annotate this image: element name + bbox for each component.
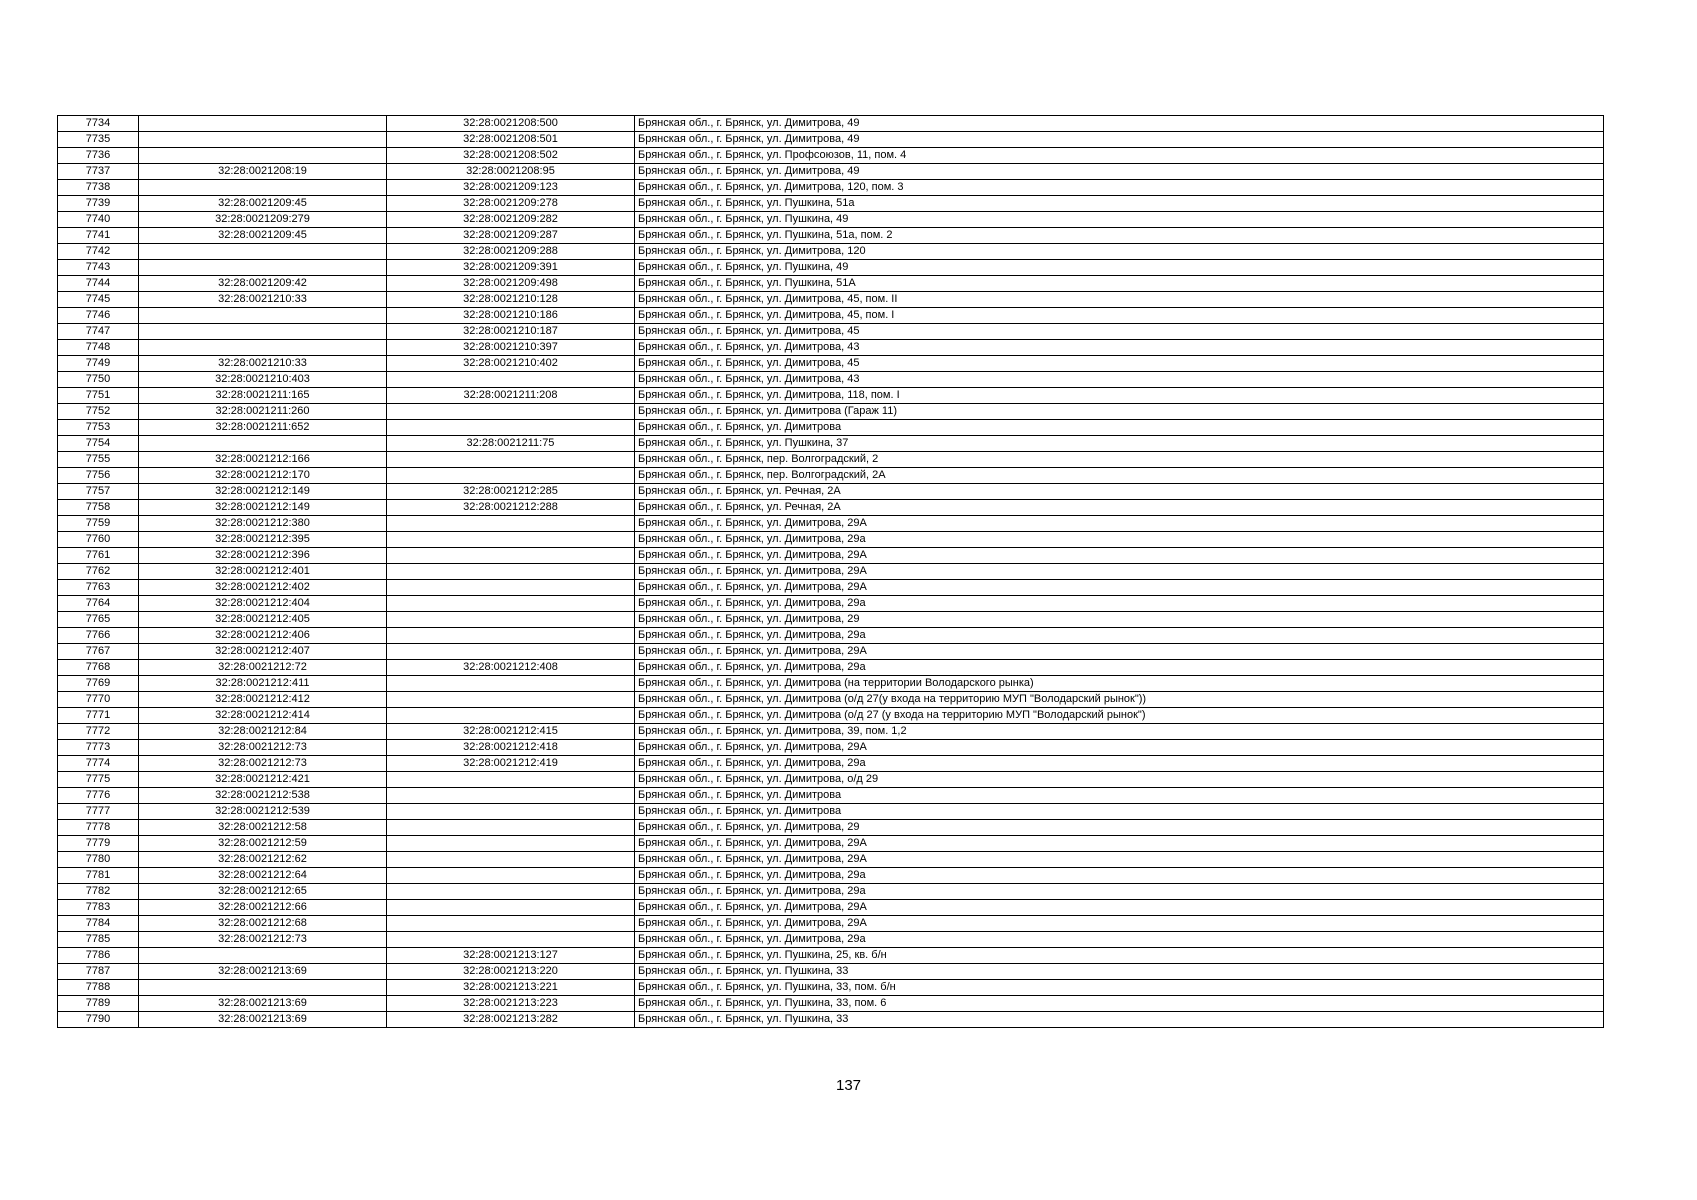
parent-cadastral-number-cell	[139, 244, 387, 260]
cadastral-number-cell: 32:28:0021209:278	[387, 196, 635, 212]
address-cell: Брянская обл., г. Брянск, ул. Димитрова, 29А	[635, 916, 1604, 932]
address-cell: Брянская обл., г. Брянск, ул. Димитрова, 29А	[635, 580, 1604, 596]
parent-cadastral-number-cell: 32:28:0021212:65	[139, 884, 387, 900]
address-cell: Брянская обл., г. Брянск, ул. Пушкина, 33	[635, 1012, 1604, 1028]
cadastral-number-cell: 32:28:0021209:498	[387, 276, 635, 292]
row-number-cell: 7788	[58, 980, 139, 996]
row-number-cell: 7762	[58, 564, 139, 580]
parent-cadastral-number-cell: 32:28:0021212:421	[139, 772, 387, 788]
parent-cadastral-number-cell: 32:28:0021212:401	[139, 564, 387, 580]
cadastral-number-cell	[387, 884, 635, 900]
row-number-cell: 7764	[58, 596, 139, 612]
address-cell: Брянская обл., г. Брянск, ул. Димитрова, 43	[635, 372, 1604, 388]
table-row	[58, 228, 1604, 244]
cadastral-number-cell: 32:28:0021209:287	[387, 228, 635, 244]
address-cell: Брянская обл., г. Брянск, ул. Димитрова (на территории Володарского рынка)	[635, 676, 1604, 692]
address-cell: Брянская обл., г. Брянск, ул. Димитрова, 49	[635, 132, 1604, 148]
address-cell: Брянская обл., г. Брянск, ул. Димитрова (о/д 27 (у входа на территорию МУП "Володарский рынок")	[635, 708, 1604, 724]
parent-cadastral-number-cell: 32:28:0021212:149	[139, 500, 387, 516]
table-row	[58, 708, 1604, 724]
cadastral-number-cell: 32:28:0021210:402	[387, 356, 635, 372]
row-number-cell: 7751	[58, 388, 139, 404]
parent-cadastral-number-cell: 32:28:0021213:69	[139, 1012, 387, 1028]
cadastral-number-cell: 32:28:0021213:127	[387, 948, 635, 964]
table-row	[58, 404, 1604, 420]
table-row	[58, 436, 1604, 452]
address-cell: Брянская обл., г. Брянск, ул. Димитрова, 29	[635, 820, 1604, 836]
parent-cadastral-number-cell: 32:28:0021210:403	[139, 372, 387, 388]
row-number-cell: 7768	[58, 660, 139, 676]
address-cell: Брянская обл., г. Брянск, ул. Димитрова, 29А	[635, 564, 1604, 580]
parent-cadastral-number-cell	[139, 148, 387, 164]
row-number-cell: 7755	[58, 452, 139, 468]
parent-cadastral-number-cell: 32:28:0021212:66	[139, 900, 387, 916]
cadastral-number-cell	[387, 852, 635, 868]
parent-cadastral-number-cell: 32:28:0021213:69	[139, 996, 387, 1012]
table-row	[58, 628, 1604, 644]
address-cell: Брянская обл., г. Брянск, ул. Пушкина, 49	[635, 260, 1604, 276]
registry-table	[57, 115, 1604, 1028]
address-cell: Брянская обл., г. Брянск, ул. Пушкина, 33	[635, 964, 1604, 980]
parent-cadastral-number-cell: 32:28:0021212:539	[139, 804, 387, 820]
address-cell: Брянская обл., г. Брянск, ул. Димитрова	[635, 788, 1604, 804]
address-cell: Брянская обл., г. Брянск, ул. Димитрова, 45, пом. II	[635, 292, 1604, 308]
row-number-cell: 7773	[58, 740, 139, 756]
row-number-cell: 7772	[58, 724, 139, 740]
row-number-cell: 7771	[58, 708, 139, 724]
row-number-cell: 7753	[58, 420, 139, 436]
parent-cadastral-number-cell: 32:28:0021212:396	[139, 548, 387, 564]
address-cell: Брянская обл., г. Брянск, ул. Речная, 2А	[635, 484, 1604, 500]
parent-cadastral-number-cell: 32:28:0021212:59	[139, 836, 387, 852]
address-cell: Брянская обл., г. Брянск, ул. Речная, 2А	[635, 500, 1604, 516]
address-cell: Брянская обл., г. Брянск, ул. Димитрова, 29а	[635, 596, 1604, 612]
table-row	[58, 468, 1604, 484]
parent-cadastral-number-cell: 32:28:0021209:279	[139, 212, 387, 228]
cadastral-number-cell	[387, 628, 635, 644]
row-number-cell: 7777	[58, 804, 139, 820]
parent-cadastral-number-cell: 32:28:0021212:72	[139, 660, 387, 676]
row-number-cell: 7789	[58, 996, 139, 1012]
cadastral-number-cell: 32:28:0021212:418	[387, 740, 635, 756]
row-number-cell: 7766	[58, 628, 139, 644]
cadastral-number-cell: 32:28:0021213:223	[387, 996, 635, 1012]
cadastral-number-cell: 32:28:0021213:220	[387, 964, 635, 980]
address-cell: Брянская обл., г. Брянск, ул. Димитрова, 45, пом. I	[635, 308, 1604, 324]
table-row	[58, 612, 1604, 628]
address-cell: Брянская обл., г. Брянск, ул. Димитрова, 45	[635, 324, 1604, 340]
parent-cadastral-number-cell: 32:28:0021212:170	[139, 468, 387, 484]
cadastral-number-cell: 32:28:0021212:285	[387, 484, 635, 500]
parent-cadastral-number-cell: 32:28:0021208:19	[139, 164, 387, 180]
parent-cadastral-number-cell: 32:28:0021212:402	[139, 580, 387, 596]
parent-cadastral-number-cell: 32:28:0021212:411	[139, 676, 387, 692]
row-number-cell: 7765	[58, 612, 139, 628]
row-number-cell: 7740	[58, 212, 139, 228]
cadastral-number-cell: 32:28:0021208:501	[387, 132, 635, 148]
parent-cadastral-number-cell	[139, 308, 387, 324]
address-cell: Брянская обл., г. Брянск, ул. Димитрова, 49	[635, 164, 1604, 180]
parent-cadastral-number-cell: 32:28:0021212:166	[139, 452, 387, 468]
address-cell: Брянская обл., г. Брянск, ул. Пушкина, 25, кв. б/н	[635, 948, 1604, 964]
row-number-cell: 7783	[58, 900, 139, 916]
cadastral-number-cell	[387, 900, 635, 916]
row-number-cell: 7747	[58, 324, 139, 340]
parent-cadastral-number-cell: 32:28:0021212:404	[139, 596, 387, 612]
row-number-cell: 7735	[58, 132, 139, 148]
table-row	[58, 580, 1604, 596]
cadastral-number-cell	[387, 532, 635, 548]
row-number-cell: 7760	[58, 532, 139, 548]
address-cell: Брянская обл., г. Брянск, ул. Димитрова, 29А	[635, 740, 1604, 756]
row-number-cell: 7749	[58, 356, 139, 372]
address-cell: Брянская обл., г. Брянск, ул. Пушкина, 33, пом. б/н	[635, 980, 1604, 996]
row-number-cell: 7784	[58, 916, 139, 932]
row-number-cell: 7782	[58, 884, 139, 900]
cadastral-number-cell	[387, 788, 635, 804]
cadastral-number-cell	[387, 372, 635, 388]
row-number-cell: 7774	[58, 756, 139, 772]
address-cell: Брянская обл., г. Брянск, ул. Димитрова, 29а	[635, 868, 1604, 884]
cadastral-number-cell: 32:28:0021212:415	[387, 724, 635, 740]
cadastral-number-cell: 32:28:0021209:282	[387, 212, 635, 228]
table-row	[58, 676, 1604, 692]
cadastral-number-cell: 32:28:0021212:419	[387, 756, 635, 772]
table-row	[58, 356, 1604, 372]
cadastral-number-cell: 32:28:0021210:128	[387, 292, 635, 308]
cadastral-number-cell: 32:28:0021212:288	[387, 500, 635, 516]
row-number-cell: 7748	[58, 340, 139, 356]
row-number-cell: 7744	[58, 276, 139, 292]
row-number-cell: 7741	[58, 228, 139, 244]
row-number-cell: 7757	[58, 484, 139, 500]
table-row	[58, 900, 1604, 916]
parent-cadastral-number-cell: 32:28:0021212:395	[139, 532, 387, 548]
parent-cadastral-number-cell: 32:28:0021209:45	[139, 196, 387, 212]
address-cell: Брянская обл., г. Брянск, ул. Димитрова, 29А	[635, 516, 1604, 532]
parent-cadastral-number-cell: 32:28:0021212:380	[139, 516, 387, 532]
parent-cadastral-number-cell	[139, 260, 387, 276]
parent-cadastral-number-cell: 32:28:0021212:84	[139, 724, 387, 740]
row-number-cell: 7743	[58, 260, 139, 276]
row-number-cell: 7759	[58, 516, 139, 532]
row-number-cell: 7756	[58, 468, 139, 484]
table-row	[58, 724, 1604, 740]
row-number-cell: 7738	[58, 180, 139, 196]
parent-cadastral-number-cell	[139, 132, 387, 148]
address-cell: Брянская обл., г. Брянск, ул. Димитрова, 49	[635, 116, 1604, 132]
table-row	[58, 196, 1604, 212]
address-cell: Брянская обл., г. Брянск, ул. Димитрова	[635, 420, 1604, 436]
table-row	[58, 244, 1604, 260]
parent-cadastral-number-cell: 32:28:0021210:33	[139, 356, 387, 372]
parent-cadastral-number-cell: 32:28:0021213:69	[139, 964, 387, 980]
address-cell: Брянская обл., г. Брянск, ул. Димитрова, 120, пом. 3	[635, 180, 1604, 196]
table-row	[58, 740, 1604, 756]
parent-cadastral-number-cell: 32:28:0021212:149	[139, 484, 387, 500]
table-row	[58, 932, 1604, 948]
cadastral-number-cell: 32:28:0021211:75	[387, 436, 635, 452]
row-number-cell: 7786	[58, 948, 139, 964]
parent-cadastral-number-cell: 32:28:0021209:42	[139, 276, 387, 292]
row-number-cell: 7742	[58, 244, 139, 260]
parent-cadastral-number-cell	[139, 180, 387, 196]
table-row	[58, 692, 1604, 708]
address-cell: Брянская обл., г. Брянск, ул. Пушкина, 37	[635, 436, 1604, 452]
parent-cadastral-number-cell: 32:28:0021209:45	[139, 228, 387, 244]
cadastral-number-cell	[387, 564, 635, 580]
cadastral-number-cell: 32:28:0021209:123	[387, 180, 635, 196]
parent-cadastral-number-cell	[139, 116, 387, 132]
parent-cadastral-number-cell: 32:28:0021212:406	[139, 628, 387, 644]
table-row	[58, 292, 1604, 308]
address-cell: Брянская обл., г. Брянск, пер. Волгоградский, 2А	[635, 468, 1604, 484]
cadastral-number-cell: 32:28:0021212:408	[387, 660, 635, 676]
parent-cadastral-number-cell: 32:28:0021212:407	[139, 644, 387, 660]
parent-cadastral-number-cell: 32:28:0021211:652	[139, 420, 387, 436]
address-cell: Брянская обл., г. Брянск, ул. Пушкина, 51А	[635, 276, 1604, 292]
parent-cadastral-number-cell	[139, 436, 387, 452]
table-row	[58, 772, 1604, 788]
cadastral-number-cell	[387, 804, 635, 820]
table-row	[58, 388, 1604, 404]
address-cell: Брянская обл., г. Брянск, ул. Димитрова, 29А	[635, 644, 1604, 660]
address-cell: Брянская обл., г. Брянск, ул. Димитрова, 29А	[635, 852, 1604, 868]
cadastral-number-cell	[387, 836, 635, 852]
row-number-cell: 7750	[58, 372, 139, 388]
cadastral-number-cell: 32:28:0021208:95	[387, 164, 635, 180]
table-row	[58, 500, 1604, 516]
cadastral-number-cell: 32:28:0021211:208	[387, 388, 635, 404]
parent-cadastral-number-cell: 32:28:0021212:73	[139, 756, 387, 772]
table-row	[58, 148, 1604, 164]
row-number-cell: 7779	[58, 836, 139, 852]
page-number: 137	[835, 1077, 862, 1094]
cadastral-number-cell	[387, 516, 635, 532]
cadastral-number-cell	[387, 644, 635, 660]
table-row	[58, 180, 1604, 196]
table-row	[58, 340, 1604, 356]
row-number-cell: 7746	[58, 308, 139, 324]
address-cell: Брянская обл., г. Брянск, ул. Димитрова, 29а	[635, 884, 1604, 900]
table-row	[58, 884, 1604, 900]
table-row	[58, 868, 1604, 884]
address-cell: Брянская обл., г. Брянск, ул. Димитрова, о/д 29	[635, 772, 1604, 788]
address-cell: Брянская обл., г. Брянск, ул. Димитрова, 29	[635, 612, 1604, 628]
address-cell: Брянская обл., г. Брянск, ул. Димитрова, 29а	[635, 756, 1604, 772]
parent-cadastral-number-cell: 32:28:0021212:73	[139, 932, 387, 948]
cadastral-number-cell: 32:28:0021209:391	[387, 260, 635, 276]
row-number-cell: 7758	[58, 500, 139, 516]
table-row	[58, 308, 1604, 324]
parent-cadastral-number-cell: 32:28:0021212:405	[139, 612, 387, 628]
table-row	[58, 996, 1604, 1012]
cadastral-number-cell	[387, 772, 635, 788]
address-cell: Брянская обл., г. Брянск, ул. Димитрова, 29А	[635, 900, 1604, 916]
cadastral-number-cell	[387, 452, 635, 468]
address-cell: Брянская обл., г. Брянск, ул. Димитрова (Гараж 11)	[635, 404, 1604, 420]
address-cell: Брянская обл., г. Брянск, ул. Димитрова, 29а	[635, 628, 1604, 644]
cadastral-number-cell	[387, 468, 635, 484]
row-number-cell: 7769	[58, 676, 139, 692]
cadastral-number-cell	[387, 596, 635, 612]
row-number-cell: 7734	[58, 116, 139, 132]
row-number-cell: 7752	[58, 404, 139, 420]
table-row	[58, 164, 1604, 180]
parent-cadastral-number-cell: 32:28:0021212:58	[139, 820, 387, 836]
table-row	[58, 420, 1604, 436]
row-number-cell: 7736	[58, 148, 139, 164]
row-number-cell: 7770	[58, 692, 139, 708]
address-cell: Брянская обл., г. Брянск, ул. Димитрова, 29А	[635, 548, 1604, 564]
address-cell: Брянская обл., г. Брянск, ул. Димитрова, 118, пом. I	[635, 388, 1604, 404]
cadastral-number-cell: 32:28:0021210:397	[387, 340, 635, 356]
row-number-cell: 7776	[58, 788, 139, 804]
address-cell: Брянская обл., г. Брянск, ул. Димитрова, 39, пом. 1,2	[635, 724, 1604, 740]
row-number-cell: 7775	[58, 772, 139, 788]
cadastral-number-cell	[387, 932, 635, 948]
row-number-cell: 7787	[58, 964, 139, 980]
cadastral-number-cell	[387, 404, 635, 420]
address-cell: Брянская обл., г. Брянск, ул. Профсоюзов, 11, пом. 4	[635, 148, 1604, 164]
row-number-cell: 7737	[58, 164, 139, 180]
cadastral-number-cell	[387, 820, 635, 836]
address-cell: Брянская обл., г. Брянск, ул. Димитрова, 29А	[635, 836, 1604, 852]
table-row	[58, 820, 1604, 836]
table-row	[58, 516, 1604, 532]
cadastral-number-cell: 32:28:0021208:500	[387, 116, 635, 132]
parent-cadastral-number-cell	[139, 980, 387, 996]
cadastral-number-cell	[387, 708, 635, 724]
row-number-cell: 7778	[58, 820, 139, 836]
table-row	[58, 596, 1604, 612]
table-row	[58, 372, 1604, 388]
table-row	[58, 532, 1604, 548]
table-row	[58, 276, 1604, 292]
parent-cadastral-number-cell: 32:28:0021212:64	[139, 868, 387, 884]
table-row	[58, 852, 1604, 868]
row-number-cell: 7739	[58, 196, 139, 212]
table-row	[58, 564, 1604, 580]
address-cell: Брянская обл., г. Брянск, пер. Волгоградский, 2	[635, 452, 1604, 468]
cadastral-number-cell: 32:28:0021210:187	[387, 324, 635, 340]
cadastral-number-cell	[387, 548, 635, 564]
table-row	[58, 644, 1604, 660]
cadastral-number-cell	[387, 868, 635, 884]
cadastral-number-cell: 32:28:0021208:502	[387, 148, 635, 164]
address-cell: Брянская обл., г. Брянск, ул. Димитрова, 45	[635, 356, 1604, 372]
table-row	[58, 660, 1604, 676]
address-cell: Брянская обл., г. Брянск, ул. Димитрова, 43	[635, 340, 1604, 356]
cadastral-number-cell	[387, 580, 635, 596]
address-cell: Брянская обл., г. Брянск, ул. Пушкина, 33, пом. 6	[635, 996, 1604, 1012]
table-row	[58, 548, 1604, 564]
table-row	[58, 788, 1604, 804]
address-cell: Брянская обл., г. Брянск, ул. Пушкина, 51а, пом. 2	[635, 228, 1604, 244]
row-number-cell: 7785	[58, 932, 139, 948]
parent-cadastral-number-cell: 32:28:0021212:68	[139, 916, 387, 932]
table-row	[58, 964, 1604, 980]
address-cell: Брянская обл., г. Брянск, ул. Димитрова (о/д 27(у входа на территорию МУП "Володарский рынок"))	[635, 692, 1604, 708]
table-row	[58, 324, 1604, 340]
table-row	[58, 948, 1604, 964]
row-number-cell: 7754	[58, 436, 139, 452]
row-number-cell: 7761	[58, 548, 139, 564]
row-number-cell: 7763	[58, 580, 139, 596]
address-cell: Брянская обл., г. Брянск, ул. Пушкина, 49	[635, 212, 1604, 228]
address-cell: Брянская обл., г. Брянск, ул. Пушкина, 51а	[635, 196, 1604, 212]
table-row	[58, 260, 1604, 276]
parent-cadastral-number-cell: 32:28:0021211:165	[139, 388, 387, 404]
row-number-cell: 7790	[58, 1012, 139, 1028]
parent-cadastral-number-cell: 32:28:0021212:62	[139, 852, 387, 868]
table-row	[58, 212, 1604, 228]
parent-cadastral-number-cell: 32:28:0021210:33	[139, 292, 387, 308]
table-row	[58, 836, 1604, 852]
registry-table-body	[58, 116, 1604, 1028]
address-cell: Брянская обл., г. Брянск, ул. Димитрова, 29а	[635, 532, 1604, 548]
address-cell: Брянская обл., г. Брянск, ул. Димитрова, 120	[635, 244, 1604, 260]
cadastral-number-cell	[387, 676, 635, 692]
row-number-cell: 7781	[58, 868, 139, 884]
table-row	[58, 1012, 1604, 1028]
cadastral-number-cell	[387, 916, 635, 932]
address-cell: Брянская обл., г. Брянск, ул. Димитрова	[635, 804, 1604, 820]
cadastral-number-cell: 32:28:0021213:282	[387, 1012, 635, 1028]
table-row	[58, 756, 1604, 772]
table-row	[58, 452, 1604, 468]
cadastral-number-cell	[387, 692, 635, 708]
table-row	[58, 980, 1604, 996]
row-number-cell: 7767	[58, 644, 139, 660]
cadastral-number-cell	[387, 612, 635, 628]
address-cell: Брянская обл., г. Брянск, ул. Димитрова, 29а	[635, 932, 1604, 948]
parent-cadastral-number-cell: 32:28:0021212:538	[139, 788, 387, 804]
cadastral-number-cell	[387, 420, 635, 436]
cadastral-number-cell: 32:28:0021210:186	[387, 308, 635, 324]
table-row	[58, 916, 1604, 932]
parent-cadastral-number-cell: 32:28:0021212:414	[139, 708, 387, 724]
table-row	[58, 132, 1604, 148]
address-cell: Брянская обл., г. Брянск, ул. Димитрова, 29а	[635, 660, 1604, 676]
parent-cadastral-number-cell	[139, 324, 387, 340]
row-number-cell: 7745	[58, 292, 139, 308]
table-row	[58, 484, 1604, 500]
parent-cadastral-number-cell	[139, 948, 387, 964]
table-row	[58, 116, 1604, 132]
cadastral-number-cell: 32:28:0021213:221	[387, 980, 635, 996]
parent-cadastral-number-cell: 32:28:0021212:73	[139, 740, 387, 756]
parent-cadastral-number-cell: 32:28:0021211:260	[139, 404, 387, 420]
table-row	[58, 804, 1604, 820]
row-number-cell: 7780	[58, 852, 139, 868]
cadastral-number-cell: 32:28:0021209:288	[387, 244, 635, 260]
parent-cadastral-number-cell: 32:28:0021212:412	[139, 692, 387, 708]
parent-cadastral-number-cell	[139, 340, 387, 356]
